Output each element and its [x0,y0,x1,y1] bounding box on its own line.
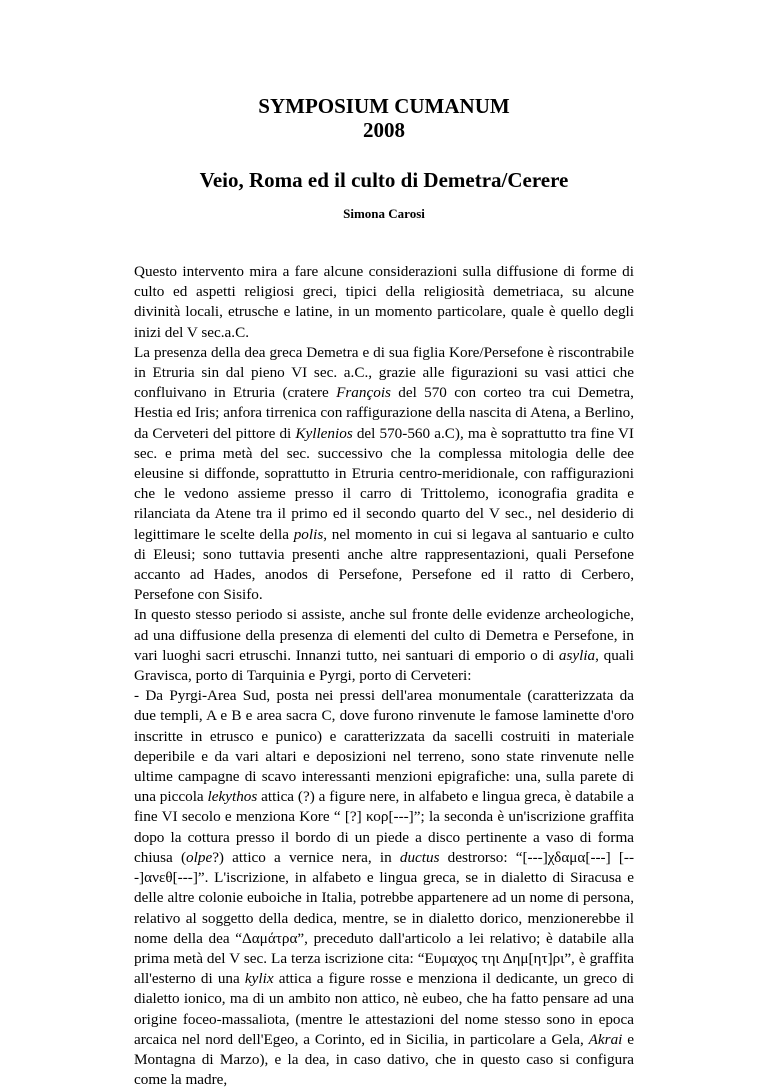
italic-term: lekythos [207,788,258,806]
text-run: La presenza della dea greca Demetra e di sua figlia Kore/Persefone è riscontrabile in Etruria sin dal pieno VI sec. a.C., grazie alle figurazioni su vasi attici che confluivano in Etruria (cratere [134,343,634,402]
italic-term: polis [293,525,324,543]
paper-title: Veio, Roma ed il culto di Demetra/Cerere [199,168,569,192]
italic-term: olpe [186,848,213,866]
text-run: In questo stesso periodo si assiste, anche sul fronte delle evidenze archeologiche, ad una diffusione della presenza di elementi del culto di Demetra e Persefone, in vari luoghi sacri etruschi. Innanzi tutto, nei santuari di emporio o di [134,606,634,664]
paragraph-intro: Questo intervento mira a fare alcune considerazioni sulla diffusione di forme di culto ed aspetti religiosi greci, tipici della religiosità demetriaca, su alcune divinità locali, etrusche e latine, in un momento particolare, quale è quello degli inizi del V sec.a.C. [134,263,634,341]
text-run: , nel momento in cui si legava al santuario e culto di Eleusi; sono tuttavia presenti anche altre rappresentazioni, quali Persefone accanto ad Hades, anodos di Persefone, Persefone ed il ratto di Cerbero, Persefone con Sisifo. [134,525,634,604]
text-run: del 570 con corteo tra cui Demetra, Hestia ed Iris; anfora tirrenica con raffigurazione della nascita di Atena, a Berlino, da Cerveteri del pittore di [134,384,634,442]
paragraph-demetra-presence [134,343,634,606]
italic-term: kylix [244,970,274,988]
text-run: , quali Gravisca, porto di Tarquinia e Pyrgi, porto di Cerveteri: [134,646,634,685]
series-title-block [0,94,768,142]
italic-term: asylia [558,646,596,664]
series-title: SYMPOSIUM CUMANUM [258,94,510,118]
series-year: 2008 [363,118,405,142]
text-run: ?) attico a vernice nera, in [212,848,400,866]
text-run: e Montagna di Marzo), e la dea, in caso dativo, che in questo caso si configura come la madre, [134,1030,635,1089]
italic-term: Akrai [588,1030,623,1048]
text-run: - Da Pyrgi-Area Sud, posta nei pressi dell'area monumentale (caratterizzata da due templi, A e B e area sacra C, dove furono rinvenute le famose laminette d'oro inscritte in etrusco e punico) e caratterizzata da sacelli costruiti in materiale deperibile e da vari altari e deposizioni nel terreno, sono state rinvenute nelle ultime campagne di scavo interessanti menzioni epigrafiche: una, sulla parete di una piccola [134,687,634,806]
italic-term: ductus [399,848,440,866]
italic-term: François [336,384,391,402]
text-run: destrorso: “[---]χδαμα[---] [---]ανεθ[---]”. L'iscrizione, in alfabeto e lingua greca, se in dialetto di Siracusa e delle altre colonie euboiche in Italia, potrebbe appartenere ad un nome di persona, relativo al soggetto della dedica, mentre, se in dialetto dorico, menzionerebbe il nome della dea “Δαμάτρα”, preceduto dall'articolo a lei relativo; è databile alla prima metà del V sec. La terza iscrizione cita: “Ευμαχος τηι Δημ[ητ]ρι”, è graffita all'esterno di una [134,848,635,988]
paragraph-sanctuaries [134,605,634,686]
text-run: attica a figure rosse e menziona il dedicante, un greco di dialetto ionico, ma di un ambito non attico, nè eubeo, che ha fatto pensare ad una origine foceo-massaliota, (mentre le attestazioni del nome stesso sono in epoca arcaica nel nord dell'Egeo, a Corinto, ed in Sicilia, in particolare a Gela, [134,970,635,1048]
author-name: Simona Carosi [343,206,425,221]
text-run: del 570-560 a.C), ma è soprattutto tra fine VI sec. e prima metà del sec. successivo che la complessa mitologia delle dee eleusine si diffonde, soprattutto in Etruria centro-meridionale, con raffigurazioni che le vedono assieme presso il carro di Trittolemo, iconografia gradita e rilanciata da Atene tra il primo ed il secondo quarto del V sec., nel desiderio di legittimare le scelte della [134,424,634,543]
paragraph-pyrgi [134,686,634,1090]
italic-term: Kyllenios [295,424,353,442]
text-run: attica (?) a figure nere, in alfabeto e lingua greca, è databile a fine VI secolo e menziona Kore “ [?] κορ[---]”; la seconda è un'iscrizione graffita dopo la cottura presso il bordo di un piede a disco pertinente a vaso di forma chiusa ( [134,788,634,866]
body-text [134,262,634,1090]
